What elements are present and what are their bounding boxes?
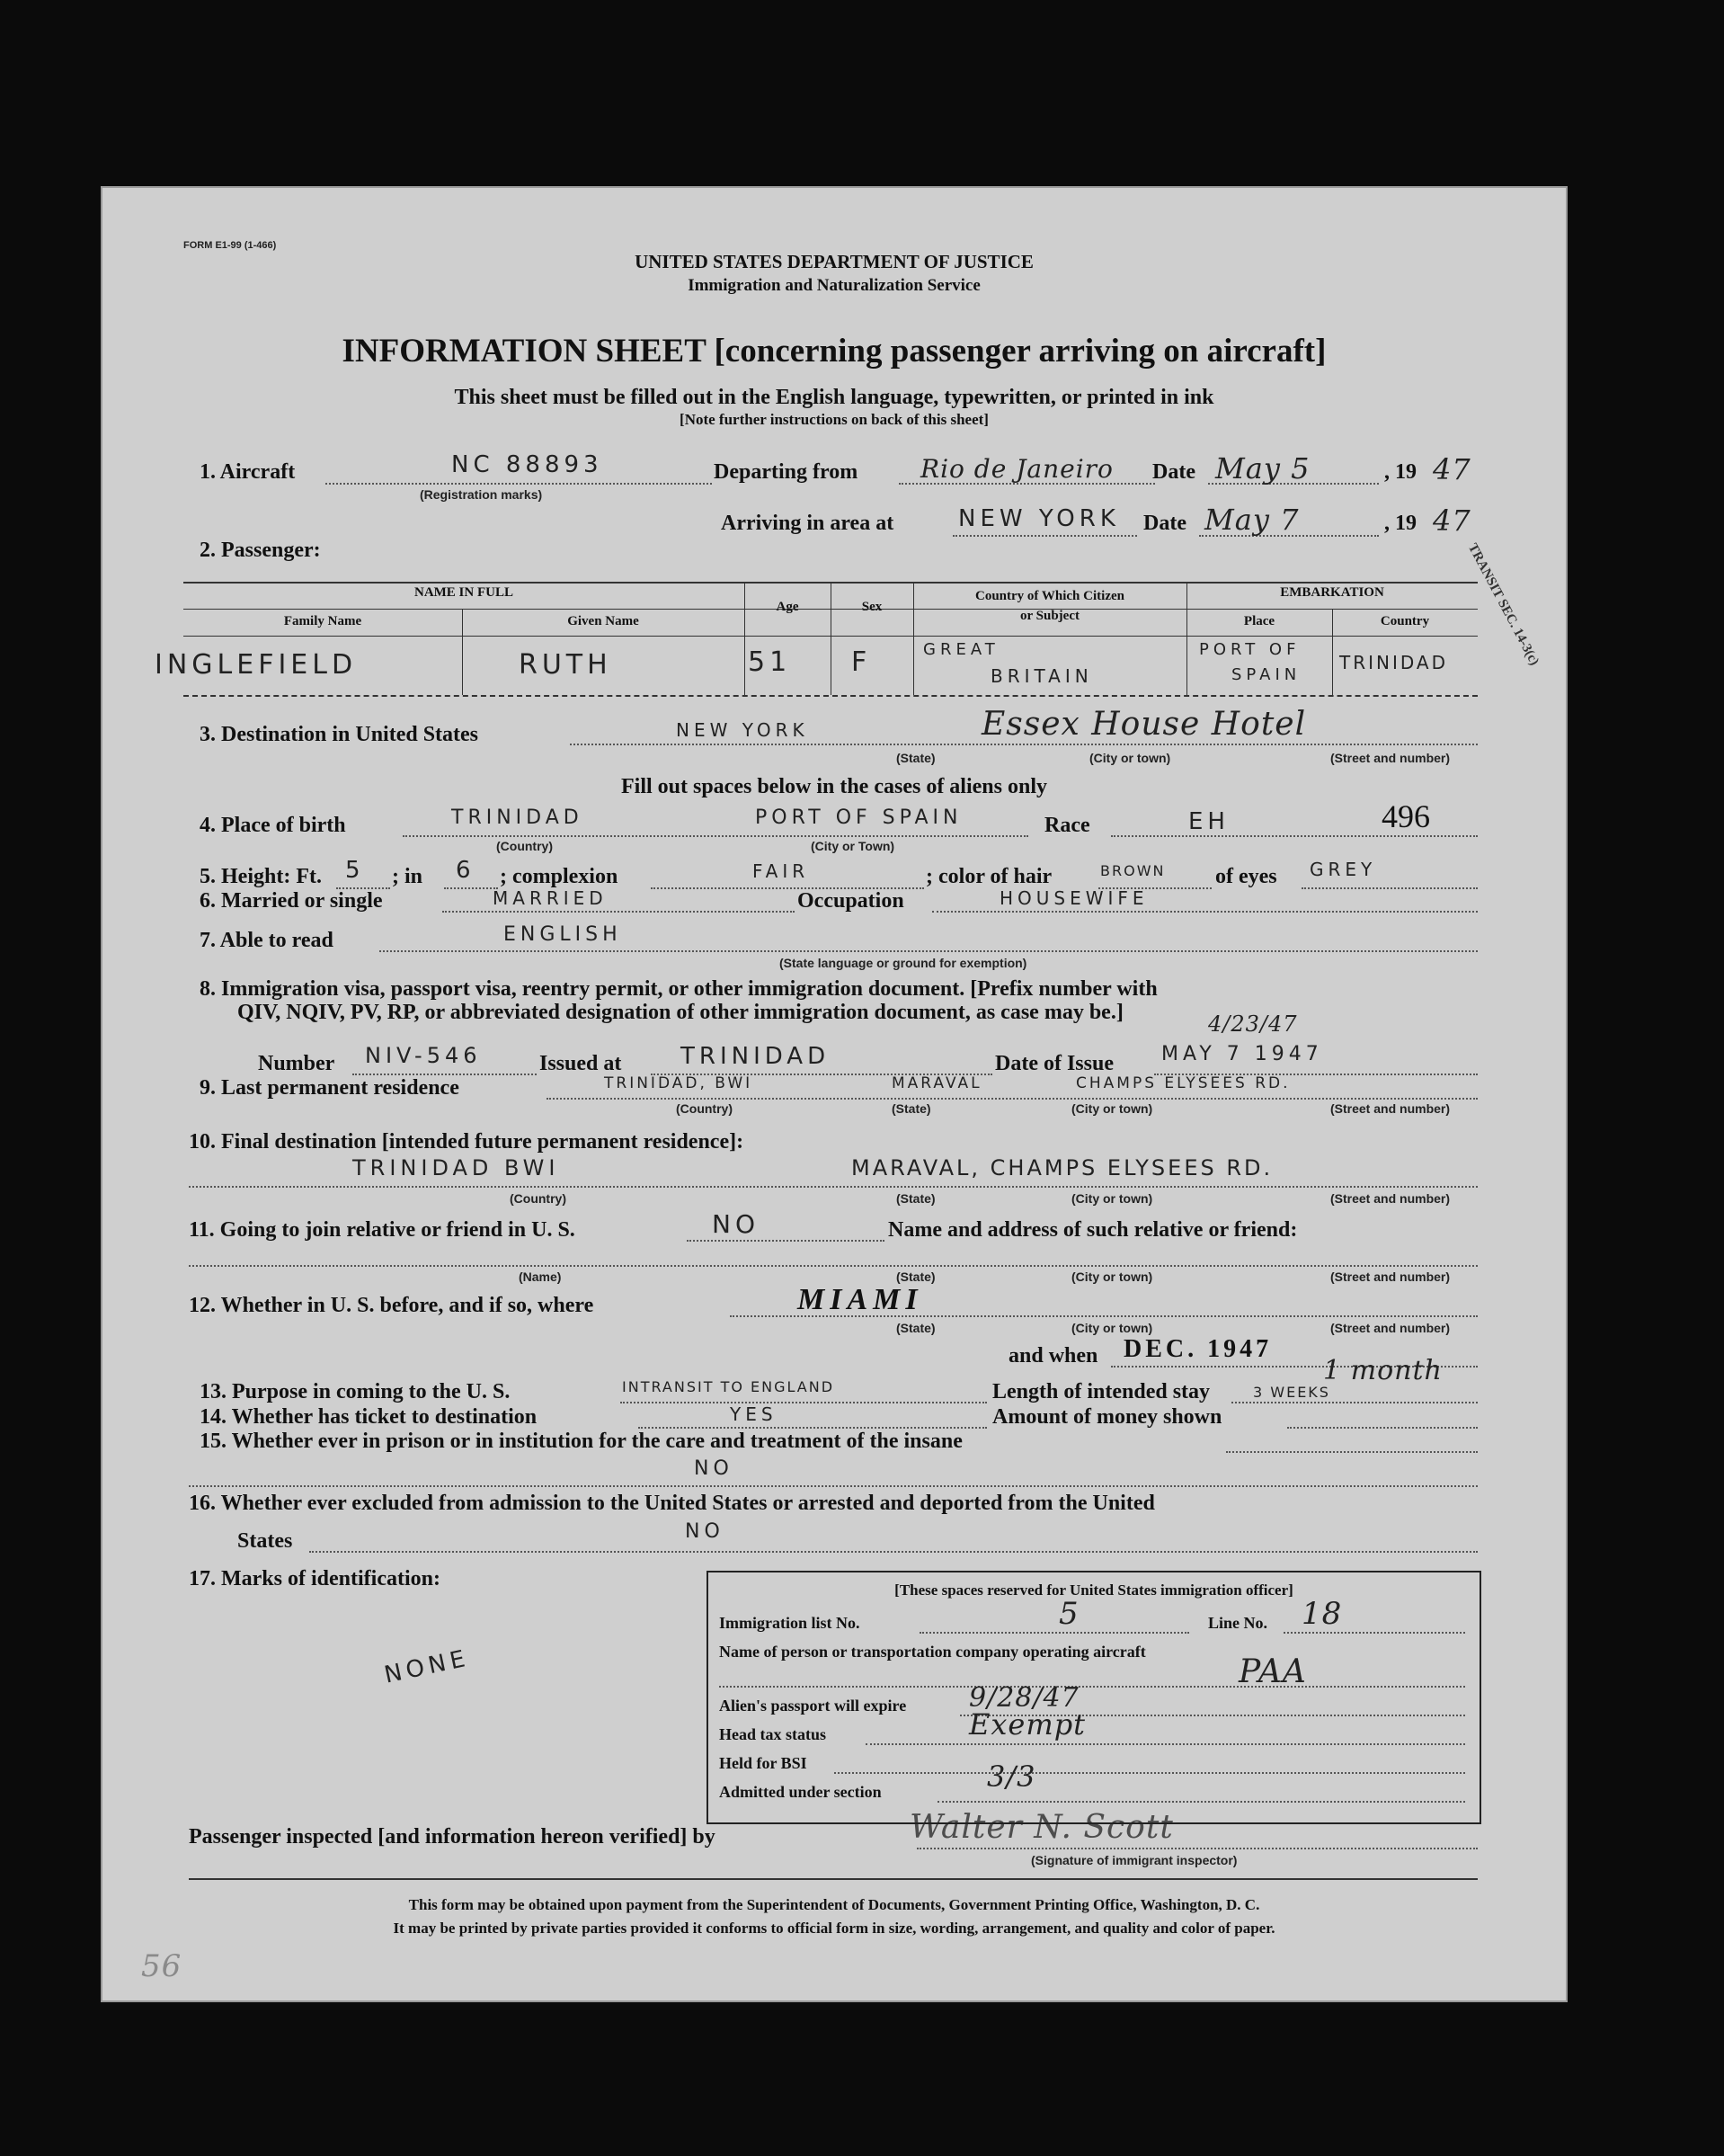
state-language-caption: (State language or ground for exemption) bbox=[779, 956, 1027, 970]
destination-state-value: NEW YORK bbox=[676, 719, 809, 741]
citizen-country-line2: BRITAIN bbox=[991, 665, 1093, 687]
married-value: MARRIED bbox=[493, 887, 608, 909]
final-street-caption: (Street and number) bbox=[1330, 1191, 1451, 1206]
passport-expire-value: 9/28/47 bbox=[969, 1682, 1080, 1714]
going-to-join-value: NO bbox=[712, 1209, 760, 1239]
read-value: ENGLISH bbox=[503, 923, 622, 946]
or-subject-header: or Subject bbox=[1020, 609, 1080, 623]
issued-at-value: TRINIDAD bbox=[680, 1043, 831, 1070]
last-residence-city: MARAVAL bbox=[892, 1074, 982, 1092]
visa-number-label: Number bbox=[258, 1052, 335, 1075]
height-in-value: 6 bbox=[456, 857, 475, 884]
birth-country-caption: (Country) bbox=[496, 839, 553, 853]
age-value: 51 bbox=[748, 646, 792, 678]
read-label: 7. Able to read bbox=[200, 929, 333, 952]
height-label: 5. Height: Ft. bbox=[200, 865, 322, 888]
head-tax-label: Head tax status bbox=[719, 1725, 827, 1743]
sex-value: F bbox=[851, 646, 872, 678]
arrive-date-value: May 7 bbox=[1204, 503, 1300, 537]
before-state-caption: (State) bbox=[896, 1321, 936, 1335]
height-ft-value: 5 bbox=[345, 857, 365, 884]
visa-label-line2: QIV, NQIV, PV, RP, or abbreviated designation of other immigration document, as case may be.] bbox=[237, 1001, 1124, 1024]
name-in-full-header: NAME IN FULL bbox=[413, 585, 513, 600]
service-heading: Immigration and Naturalization Service bbox=[688, 276, 981, 295]
length-stay-note: 1 month bbox=[1323, 1355, 1443, 1386]
marks-value: NONE bbox=[381, 1644, 472, 1689]
before-street-caption: (Street and number) bbox=[1330, 1321, 1451, 1335]
page-title: INFORMATION SHEET [concerning passenger arriving on aircraft] bbox=[342, 333, 1327, 370]
money-label: Amount of money shown bbox=[992, 1405, 1222, 1429]
excluded-label-line1: 16. Whether ever excluded from admission to the United States or arrested and deported from the United bbox=[189, 1492, 1155, 1515]
length-stay-label: Length of intended stay bbox=[992, 1380, 1211, 1403]
arriving-value: NEW YORK bbox=[958, 505, 1120, 532]
embark-place-line2: SPAIN bbox=[1231, 665, 1302, 684]
information-sheet-form bbox=[101, 186, 1568, 2002]
name-address-label: Name and address of such relative or friend: bbox=[888, 1218, 1298, 1242]
departing-from-label: Departing from bbox=[714, 460, 858, 484]
company-label: Name of person or transportation company operating aircraft bbox=[719, 1643, 1146, 1661]
destination-street-caption: (Street and number) bbox=[1330, 751, 1451, 765]
instruction-note: [Note further instructions on back of this sheet] bbox=[680, 411, 989, 428]
footer-line1: This form may be obtained upon payment from the Superintendent of Documents, Government Printing Office, Washington, D. C. bbox=[408, 1896, 1260, 1913]
birth-city-value: PORT OF SPAIN bbox=[755, 806, 963, 829]
date-of-issue-label: Date of Issue bbox=[995, 1052, 1114, 1075]
admitted-value: 3/3 bbox=[987, 1760, 1036, 1794]
final-destination-country: TRINIDAD BWI bbox=[352, 1155, 560, 1180]
join-street-caption: (Street and number) bbox=[1330, 1270, 1451, 1284]
final-state-caption: (State) bbox=[896, 1191, 936, 1206]
country-header: Country bbox=[1380, 614, 1430, 628]
final-country-caption: (Country) bbox=[510, 1191, 566, 1206]
footer-line2: It may be printed by private parties provided it conforms to official form in size, wording, arrangement, and quality and color of paper. bbox=[393, 1920, 1275, 1937]
eyes-value: GREY bbox=[1310, 859, 1377, 880]
arrive-year-value: 47 bbox=[1433, 503, 1471, 538]
depart-date-label: Date bbox=[1152, 460, 1195, 484]
married-label: 6. Married or single bbox=[200, 889, 383, 913]
family-name-header: Family Name bbox=[283, 614, 362, 628]
inspected-label: Passenger inspected [and information hereon verified] by bbox=[189, 1825, 715, 1849]
purpose-label: 13. Purpose in coming to the U. S. bbox=[200, 1380, 511, 1403]
imm-list-label: Immigration list No. bbox=[719, 1614, 860, 1632]
last-residence-city-caption: (City or town) bbox=[1071, 1101, 1153, 1116]
final-city-caption: (City or town) bbox=[1071, 1191, 1153, 1206]
marks-label: 17. Marks of identification: bbox=[189, 1567, 440, 1590]
date-of-issue-value: MAY 7 1947 bbox=[1161, 1043, 1323, 1065]
margin-note: 56 bbox=[141, 1948, 182, 1984]
race-label: Race bbox=[1044, 814, 1090, 837]
final-destination-label: 10. Final destination [intended future permanent residence]: bbox=[189, 1130, 744, 1154]
occupation-label: Occupation bbox=[797, 889, 904, 913]
given-name-header: Given Name bbox=[567, 614, 639, 628]
place-header: Place bbox=[1243, 614, 1275, 628]
visa-label-line1: 8. Immigration visa, passport visa, reentry permit, or other immigration document. [Prefix number with bbox=[200, 977, 1158, 1001]
issued-at-label: Issued at bbox=[539, 1052, 622, 1075]
race-value: EH bbox=[1188, 808, 1230, 835]
imm-list-value: 5 bbox=[1059, 1596, 1080, 1632]
hair-value: BROWN bbox=[1100, 862, 1166, 879]
aircraft-label: 1. Aircraft bbox=[200, 460, 296, 484]
depart-year-value: 47 bbox=[1433, 452, 1471, 486]
last-residence-street-caption: (Street and number) bbox=[1330, 1101, 1451, 1116]
birth-country-value: TRINIDAD bbox=[451, 806, 583, 829]
code-496: 496 bbox=[1382, 798, 1430, 834]
last-residence-label: 9. Last permanent residence bbox=[200, 1076, 459, 1100]
last-residence-street: CHAMPS ELYSEES RD. bbox=[1076, 1074, 1291, 1092]
age-header: Age bbox=[776, 600, 799, 614]
aircraft-value: NC 88893 bbox=[451, 451, 603, 478]
last-residence-country: TRINIDAD, BWI bbox=[604, 1074, 753, 1092]
date-of-issue-note: 4/23/47 bbox=[1208, 1011, 1298, 1037]
and-when-label: and when bbox=[1009, 1344, 1098, 1368]
transit-stamp: TRANSIT SEC. 14-3(c) bbox=[1464, 541, 1542, 668]
embark-country-value: TRINIDAD bbox=[1339, 652, 1449, 673]
excluded-value: NO bbox=[685, 1520, 724, 1543]
birth-city-caption: (City or Town) bbox=[811, 839, 895, 853]
head-tax-value: Exempt bbox=[969, 1707, 1087, 1742]
signature-caption: (Signature of immigrant inspector) bbox=[1031, 1853, 1238, 1867]
department-heading: UNITED STATES DEPARTMENT OF JUSTICE bbox=[635, 251, 1034, 272]
hair-label: ; color of hair bbox=[926, 865, 1053, 888]
departing-from-value: Rio de Janeiro bbox=[920, 454, 1114, 484]
occupation-value: HOUSEWIFE bbox=[1000, 887, 1149, 909]
in-us-before-label: 12. Whether in U. S. before, and if so, where bbox=[189, 1294, 594, 1317]
officer-box-heading: [These spaces reserved for United States immigration officer] bbox=[894, 1581, 1293, 1599]
destination-label: 3. Destination in United States bbox=[200, 723, 479, 746]
inspector-signature: Walter N. Scott bbox=[910, 1809, 1174, 1846]
passport-expire-label: Alien's passport will expire bbox=[719, 1697, 907, 1715]
line-no-label: Line No. bbox=[1208, 1614, 1268, 1632]
line-no-value: 18 bbox=[1302, 1596, 1343, 1632]
depart-year-label: , 19 bbox=[1384, 460, 1417, 484]
instruction-text: This sheet must be filled out in the English language, typewritten, or printed in ink bbox=[454, 386, 1214, 409]
embarkation-header: EMBARKATION bbox=[1280, 585, 1384, 600]
visa-number-value: NIV-546 bbox=[365, 1043, 482, 1068]
form-number: FORM E1-99 (1-466) bbox=[183, 240, 277, 251]
before-city-caption: (City or town) bbox=[1071, 1321, 1153, 1335]
country-citizen-header: Country of Which Citizen bbox=[975, 589, 1124, 603]
prison-value: NO bbox=[694, 1457, 733, 1480]
complexion-value: FAIR bbox=[752, 860, 810, 882]
registration-marks-caption: (Registration marks) bbox=[420, 487, 543, 502]
join-name-caption: (Name) bbox=[519, 1270, 562, 1284]
company-value: PAA bbox=[1239, 1653, 1307, 1690]
held-bsi-label: Held for BSI bbox=[719, 1754, 807, 1772]
ticket-value: YES bbox=[730, 1403, 778, 1425]
citizen-country-line1: GREAT bbox=[923, 640, 1000, 659]
birth-label: 4. Place of birth bbox=[200, 814, 346, 837]
depart-date-value: May 5 bbox=[1215, 451, 1311, 486]
last-residence-country-caption: (Country) bbox=[676, 1101, 733, 1116]
arrive-date-label: Date bbox=[1143, 512, 1186, 535]
final-destination-street: MARAVAL, CHAMPS ELYSEES RD. bbox=[851, 1155, 1274, 1180]
join-state-caption: (State) bbox=[896, 1270, 936, 1284]
and-when-value: DEC. 1947 bbox=[1124, 1335, 1273, 1363]
arriving-label: Arriving in area at bbox=[721, 512, 894, 535]
eyes-label: of eyes bbox=[1215, 865, 1277, 888]
family-name-value: INGLEFIELD bbox=[155, 649, 358, 681]
passenger-label: 2. Passenger: bbox=[200, 539, 321, 562]
join-city-caption: (City or town) bbox=[1071, 1270, 1153, 1284]
given-name-value: RUTH bbox=[519, 649, 612, 681]
going-to-join-label: 11. Going to join relative or friend in U. S. bbox=[189, 1218, 575, 1242]
complexion-label: ; complexion bbox=[500, 865, 618, 888]
ticket-label: 14. Whether has ticket to destination bbox=[200, 1405, 538, 1429]
destination-street-value: Essex House Hotel bbox=[982, 706, 1307, 743]
destination-city-caption: (City or town) bbox=[1089, 751, 1171, 765]
excluded-label-line2: States bbox=[237, 1529, 293, 1553]
destination-state-caption: (State) bbox=[896, 751, 936, 765]
arrive-year-label: , 19 bbox=[1384, 512, 1417, 535]
sex-header: Sex bbox=[861, 600, 883, 614]
officer-reserved-box bbox=[706, 1571, 1481, 1824]
in-us-before-where: MIAMI bbox=[797, 1283, 923, 1316]
height-in-label: ; in bbox=[392, 865, 423, 888]
embark-place-line1: PORT OF bbox=[1199, 640, 1301, 659]
purpose-value: INTRANSIT TO ENGLAND bbox=[622, 1378, 835, 1395]
prison-label: 15. Whether ever in prison or in institution for the care and treatment of the insane bbox=[200, 1430, 963, 1453]
last-residence-state-caption: (State) bbox=[892, 1101, 931, 1116]
length-stay-value: 3 WEEKS bbox=[1253, 1384, 1330, 1401]
aliens-only-heading: Fill out spaces below in the cases of aliens only bbox=[620, 775, 1047, 798]
admitted-label: Admitted under section bbox=[719, 1783, 882, 1801]
